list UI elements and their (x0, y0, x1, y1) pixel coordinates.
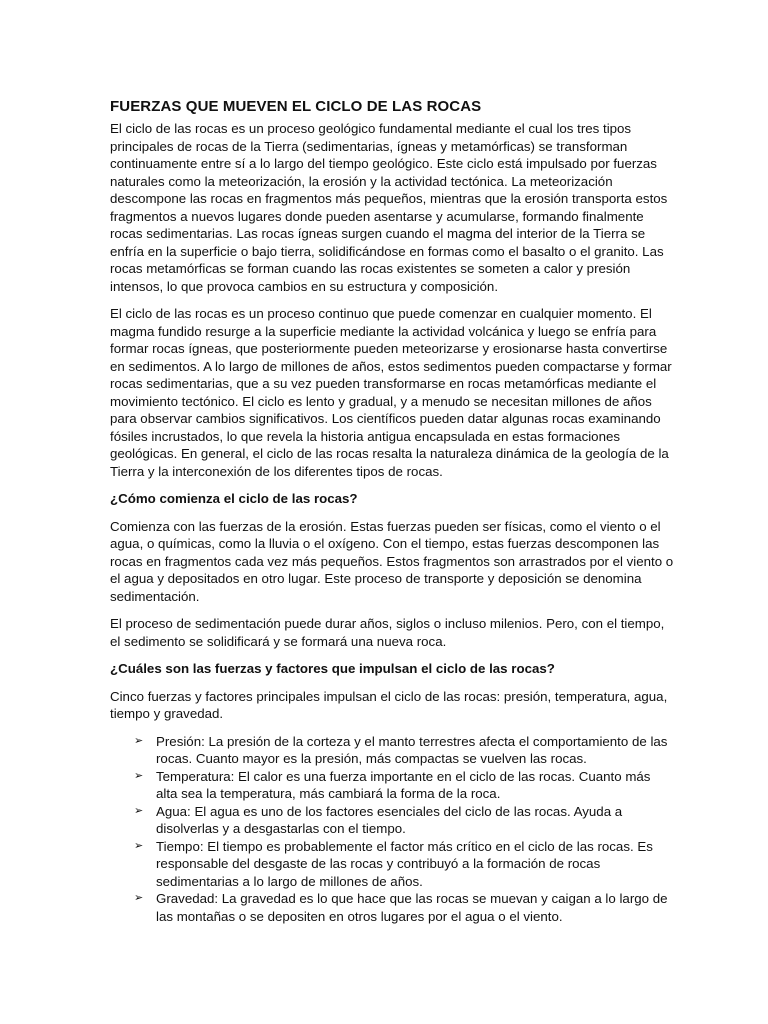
list-item (110, 803, 675, 838)
list-item-text: Tiempo: El tiempo es probablemente el factor más crítico en el ciclo de las rocas. Es responsable del desgaste de las rocas y contribuyó a la formación de rocas sedimentarias a lo largo de millones de años. (156, 838, 653, 889)
cycle-paragraph: El ciclo de las rocas es un proceso continuo que puede comenzar en cualquier momento. El magma fundido resurge a la superficie mediante la actividad volcánica y luego se enfría para formar rocas ígneas, que posteriormente pueden meteorizarse y erosionarse hasta convertirse en sedimentos. A lo largo de millones de años, estos sedimentos pueden compactarse y formar rocas sedimentarias, que a su vez pueden transformarse en rocas metamórficas mediante el movimiento tectónico. El ciclo es lento y gradual, y a menudo se necesitan millones de años para observar cambios significativos. Los científicos pueden datar algunas rocas examinando fósiles incrustados, lo que revela la historia antigua encapsulada en estas formaciones geológicas. En general, el ciclo de las rocas resalta la naturaleza dinámica de la geología de la Tierra y la interconexión de los diferentes tipos de rocas. (110, 306, 672, 479)
forces-intro-paragraph: Cinco fuerzas y factores principales impulsan el ciclo de las rocas: presión, temperatura, agua, tiempo y gravedad. (110, 688, 668, 721)
list-item-text: Presión: La presión de la corteza y el manto terrestres afecta el comportamiento de las rocas. Cuanto mayor es la presión, más compactas se vuelven las rocas. (156, 733, 668, 766)
section-heading-forces: ¿Cuáles son las fuerzas y factores que impulsan el ciclo de las rocas? (110, 661, 555, 676)
arrow-bullet-icon: ➢ (134, 804, 144, 817)
list-item-text: Agua: El agua es uno de los factores esenciales del ciclo de las rocas. Ayuda a disolverlas y a desgastarlas con el tiempo. (156, 803, 623, 836)
document-title: FUERZAS QUE MUEVEN EL CICLO DE LAS ROCAS (110, 98, 482, 115)
document-page (110, 98, 675, 925)
arrow-bullet-icon: ➢ (134, 839, 144, 852)
intro-paragraph: El ciclo de las rocas es un proceso geológico fundamental mediante el cual los tres tipos principales de rocas de la Tierra (sedimentarias, ígneas y metamórficas) se transforman continuamente entre sí a lo largo del tiempo geológico. Este ciclo está impulsado por fuerzas naturales como la meteorización, la erosión y la actividad tectónica. La meteorización descompone las rocas en fragmentos más pequeños, mientras que la erosión transporta estos fragmentos a nuevos lugares donde pueden asentarse y acumularse, formando finalmente rocas sedimentarias. Las rocas ígneas surgen cuando el magma del interior de la Tierra se enfría en la superficie o bajo tierra, solidificándose en formas como el basalto o el granito. Las rocas metamórficas se forman cuando las rocas existentes se someten a calor y presión intensos, lo que provoca cambios en su estructura y composición. (110, 121, 668, 294)
list-item (110, 768, 675, 803)
arrow-bullet-icon: ➢ (134, 892, 144, 904)
forces-list (110, 733, 675, 926)
list-item-text: Temperatura: El calor es una fuerza importante en el ciclo de las rocas. Cuanto más alta sea la temperatura, más cambiará la forma de la roca. (156, 768, 651, 801)
list-item (110, 890, 675, 925)
list-item (110, 838, 675, 891)
arrow-bullet-icon: ➢ (134, 734, 144, 747)
list-item (110, 733, 675, 768)
list-item-text: Gravedad: La gravedad es lo que hace que las rocas se muevan y caigan a lo largo de las montañas o se depositen en otros lugares por el agua o el viento. (156, 891, 668, 924)
sedimentation-paragraph: El proceso de sedimentación puede durar años, siglos o incluso milenios. Pero, con el tiempo, el sedimento se solidificará y se formará una nueva roca. (110, 616, 665, 649)
arrow-bullet-icon: ➢ (134, 769, 144, 782)
erosion-paragraph: Comienza con las fuerzas de la erosión. Estas fuerzas pueden ser físicas, como el viento o el agua, o químicas, como la lluvia o el oxígeno. Con el tiempo, estas fuerzas descomponen las rocas en fragmentos cada vez más pequeños. Estos fragmentos son arrastrados por el viento o el agua y depositados en otro lugar. Este proceso de transporte y deposición se denomina sedimentación. (110, 518, 674, 604)
section-heading-start: ¿Cómo comienza el ciclo de las rocas? (110, 491, 358, 506)
